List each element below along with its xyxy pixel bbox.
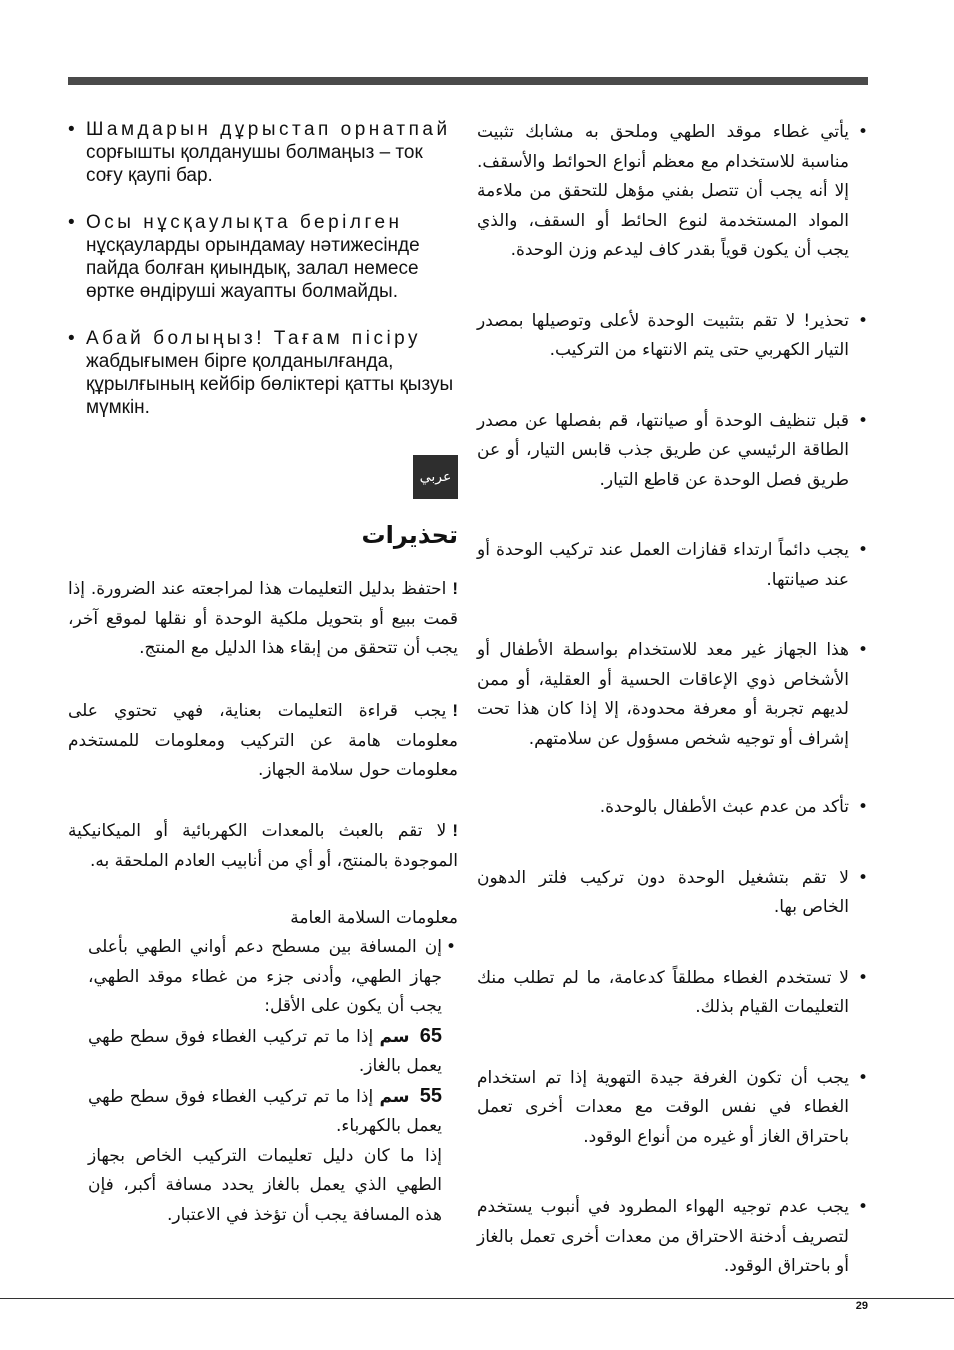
left-column xyxy=(68,118,458,1225)
warning-block-no-tampering xyxy=(68,816,458,876)
warning-text: احتفظ بدليل التعليمات هذا لمراجعته عند الضرورة. إذا قمت ببيع أو بتحويل ملكية الوحدة أو نقلها لموقع آخر، يجب أن تتحقق من إبقاء هذا الدليل مع المنتج. xyxy=(68,579,458,658)
distance-intro: • إن المسافة بين مسطح دعم أواني الطهي بأعلى جهاز الطهي، وأدنى جزء من غطاء موقد الطهي، يجب أن يكون على الأقل: xyxy=(88,937,442,1016)
kazakh-warning-first-line: Абай болыңыз! Тағам пісіру xyxy=(86,328,422,349)
distance-note: إذا ما كان دليل تعليمات التركيب الخاص بجهاز الطهي الذي يعمل بالغاز يحدد مسافة أكبر، فإن هذه المسافة يجب أن تؤخذ في الاعتبار. xyxy=(88,1145,442,1225)
exclamation-icon: ! xyxy=(452,701,458,720)
list-item: • يجب دائماً ارتداء قفازات العمل عند تركيب الوحدة أو عند صيانتها. xyxy=(477,536,868,595)
gas-distance-value: 65 xyxy=(419,1024,443,1047)
top-rule xyxy=(68,77,868,85)
electric-distance-text: إذا ما تم تركيب الغطاء فوق سطح طهي يعمل بالكهرباء. xyxy=(88,1086,442,1136)
kazakh-warning-text: жабдығымен бірге қолданылғанда, құрылғының кейбір бөліктері қатты қызуы мүмкін. xyxy=(86,351,454,418)
language-tab-arabic: عربي xyxy=(413,455,458,499)
gas-distance-text: إذا ما تم تركيب الغطاء فوق سطح طهي يعمل بالغاز. xyxy=(88,1026,442,1076)
distance-unit: سم xyxy=(379,1026,410,1047)
general-safety-section xyxy=(68,904,458,1230)
general-safety-title: معلومات السلامة العامة xyxy=(290,908,458,928)
bottom-rule xyxy=(0,1298,954,1299)
kazakh-warning-text: сорғышты қолданушы болмаңыз – ток соғу қаупі бар. xyxy=(86,142,423,186)
kazakh-warning-first-line: Осы нұсқаулықта берілген xyxy=(86,212,403,233)
exclamation-icon: ! xyxy=(452,579,458,598)
list-item: • تأكد من عدم عبث الأطفال بالوحدة. xyxy=(477,793,868,823)
kazakh-warning-item xyxy=(68,118,458,187)
list-item: • يجب عدم توجيه الهواء المطرود في أنبوب يستخدم لتصريف أدخنة الاحتراق من معدات أخرى تعمل بالغاز أو باحتراق الوقود. xyxy=(477,1193,868,1282)
warning-block-keep-manual xyxy=(68,574,458,664)
warning-text: يجب قراءة التعليمات بعناية، فهي تحتوي على معلومات هامة عن التركيب ومعلومات للمستخدم معلومات حول سلامة الجهاز. xyxy=(68,701,458,780)
section-title-warnings: تحذيرات xyxy=(361,521,458,549)
general-safety-item xyxy=(68,933,458,1230)
kazakh-warning-list xyxy=(68,118,458,419)
exclamation-icon: ! xyxy=(452,821,458,840)
list-item: • لا تقم بتشغيل الوحدة دون تركيب فلتر الدهون الخاص بها. xyxy=(477,864,868,923)
kazakh-warning-first-line: Шамдарын дұрыстап орнатпай xyxy=(86,119,451,140)
kazakh-warning-item xyxy=(68,327,458,419)
arabic-warning-list xyxy=(477,118,868,1282)
kazakh-warning-item xyxy=(68,211,458,303)
list-item: • يأتي غطاء موقد الطهي وملحق به مشابك تثبيت مناسبة للاستخدام مع معظم أنواع الحوائط والأسقف. إلا أنه يجب أن تتصل بفني مؤهل للتحقق من ملاءمة المواد المستخدمة لنوع الحائط أو السقف، والذي يجب أن يكون قوياً بقدر كاف ليدعم وزن الوحدة. xyxy=(477,118,868,266)
gas-distance xyxy=(88,1022,442,1082)
distance-unit: سم xyxy=(379,1086,410,1107)
warning-block-read-instructions xyxy=(68,696,458,786)
kazakh-warning-text: нұсқауларды орындамау нәтижесінде пайда болған қиындық, залал немесе өртке өндіруші жауапты болмайды. xyxy=(86,235,420,302)
page-number: 29 xyxy=(855,1300,868,1312)
list-item: • هذا الجهاز غير معد للاستخدام بواسطة الأطفال أو الأشخاص ذوي الإعاقات الحسية أو العقلية، أو ممن لديهم تجربة أو معرفة محدودة، إلا إذا كان هذا تحت إشراف أو توجيه شخص مسؤول عن سلامتهم. xyxy=(477,636,868,754)
list-item: • تحذير! لا تقم بتثبيت الوحدة لأعلى وتوصيلها بمصدر التيار الكهربي حتى يتم الانتهاء من التركيب. xyxy=(477,307,868,366)
list-item: • قبل تنظيف الوحدة أو صيانتها، قم بفصلها عن مصدر الطاقة الرئيسي عن طريق جذب قابس التيار، أو عن طريق فصل الوحدة عن قاطع التيار. xyxy=(477,407,868,496)
list-item: • لا تستخدم الغطاء مطلقاً كدعامة، ما لم تطلب منك التعليمات القيام بذلك. xyxy=(477,964,868,1023)
electric-distance-value: 55 xyxy=(419,1084,443,1107)
electric-distance xyxy=(88,1082,442,1142)
right-column xyxy=(477,118,868,1282)
list-item: • يجب أن تكون الغرفة جيدة التهوية إذا تم استخدام الغطاء في نفس الوقت مع معدات أخرى تعمل باحتراق الغاز أو غيره من أنواع الوقود. xyxy=(477,1064,868,1153)
warning-text: لا تقم بالعبث بالمعدات الكهربائية أو الميكانيكية الموجودة بالمنتج، أو أي من أنابيب العادم الملحقة به. xyxy=(68,821,458,871)
